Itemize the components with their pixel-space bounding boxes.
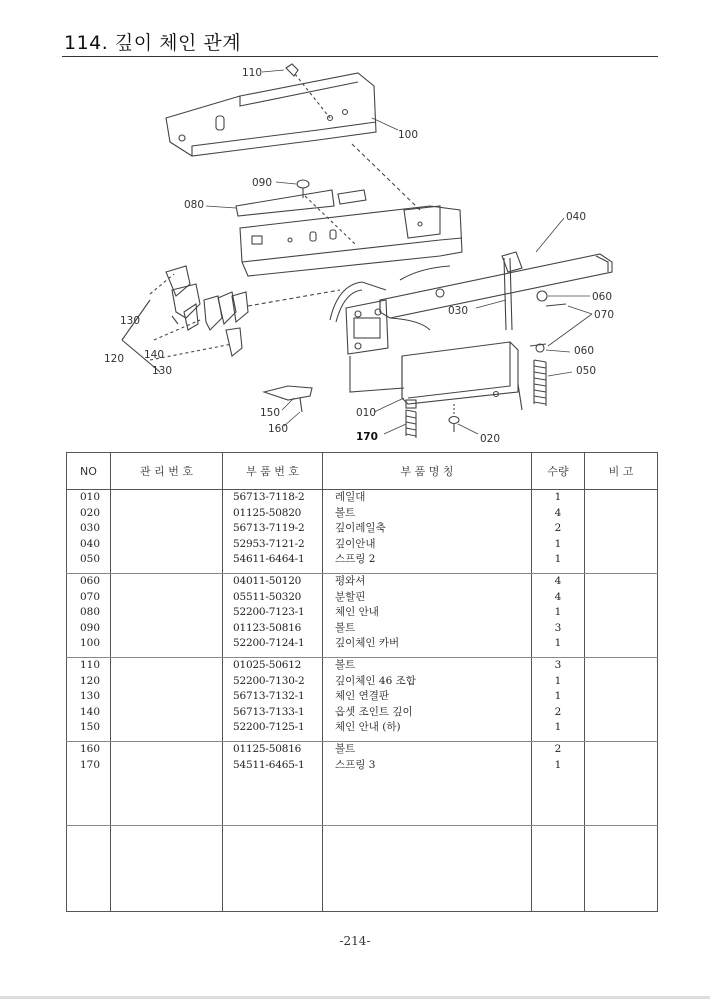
cell-part-no: 54611-6464-1	[233, 553, 305, 565]
table-row	[67, 742, 658, 826]
page-number: -214-	[339, 934, 371, 948]
cell-part-name: 볼트	[335, 659, 356, 671]
cell-qty: 1	[554, 690, 562, 702]
cell-qty: 2	[554, 743, 562, 755]
cell-no: 030	[80, 522, 101, 534]
cell-part-name: 깊이체인 카버	[335, 637, 400, 649]
rail-base-part	[240, 206, 462, 276]
callout-label: 170	[356, 431, 378, 443]
cell-qty: 4	[554, 590, 562, 603]
cell-qty: 1	[554, 637, 562, 649]
callout-label: 070	[594, 309, 615, 321]
title-divider	[62, 56, 658, 57]
cell-no: 060	[80, 575, 101, 587]
cell-remark	[585, 490, 658, 574]
cell-no: 100	[80, 637, 101, 649]
cell-part-no: 52200-7123-1	[233, 606, 305, 618]
cell-no: 020	[80, 506, 101, 519]
bracket-part	[346, 300, 388, 354]
page-title: 114. 깊이 체인 관계	[64, 32, 242, 54]
cell-part-no: 01125-50816	[233, 743, 302, 755]
bolt-090-part	[297, 180, 355, 244]
cell-part-no: 01125-50820	[233, 506, 302, 519]
cell-part-no: 56713-7118-2	[233, 491, 305, 503]
cell-part-name: 깊이체인 46 조합	[335, 674, 416, 687]
callout-label: 060	[574, 345, 595, 357]
callout-label: 130	[120, 315, 141, 327]
col-header-mgmt-no: 관 리 번 호	[111, 453, 223, 490]
callout-label: 080	[184, 199, 205, 211]
cell-part-name: 스프링 2	[335, 553, 376, 565]
cell-qty: 1	[554, 491, 562, 503]
cell-no: 040	[80, 537, 101, 550]
depth-guide-part	[330, 254, 615, 330]
cell-part-name: 스프링 3	[335, 758, 376, 771]
cell-qty: 1	[554, 758, 562, 771]
bolt-020-part	[449, 404, 459, 432]
cell-qty: 4	[554, 575, 562, 587]
cell-part-name: 평와셔	[335, 575, 366, 587]
exploded-parts-diagram	[0, 58, 710, 450]
cell-no: 050	[80, 553, 101, 565]
col-header-part-name: 부 품 명 칭	[323, 453, 532, 490]
cell-no: 160	[80, 743, 101, 755]
col-header-remark: 비 고	[585, 453, 658, 490]
bolt-110-part	[286, 64, 330, 118]
cell-part-no: 56713-7132-1	[233, 690, 305, 702]
cell-part-name: 볼트	[335, 621, 356, 634]
cell-part-name: 레일대	[335, 491, 366, 503]
cell-no: 150	[80, 721, 101, 733]
table-row	[67, 658, 658, 742]
col-header-qty: 수량	[532, 453, 585, 490]
chain-cover-part	[166, 73, 376, 156]
cell-part-name: 체인 연결판	[335, 690, 390, 702]
cell-mgmt	[111, 490, 223, 574]
cell-part-name: 체인 안내 (하)	[335, 721, 401, 733]
callout-label: 140	[144, 349, 165, 361]
cell-qty: 3	[554, 659, 562, 671]
callout-label: 090	[252, 177, 273, 189]
washer-pin-part	[530, 291, 566, 352]
cell-part-no: 52200-7124-1	[233, 637, 305, 649]
cell-remark	[585, 742, 658, 826]
cell-qty: 1	[554, 553, 562, 565]
cell-no: 170	[80, 758, 101, 771]
cell-part-no: 52200-7125-1	[233, 721, 305, 733]
cell-qty: 1	[554, 674, 562, 687]
chain-guide-part	[236, 190, 366, 216]
cell-part-no: 54511-6465-1	[233, 758, 305, 771]
spring-170-part	[406, 400, 416, 438]
cell-mgmt	[111, 742, 223, 826]
cell-part-no: 05511-50320	[233, 590, 302, 603]
cell-part-name: 볼트	[335, 506, 356, 519]
cell-no: 070	[80, 590, 101, 603]
cell-no: 130	[80, 690, 101, 702]
callout-label: 040	[566, 211, 587, 223]
callout-label: 030	[448, 305, 469, 317]
callout-label: 160	[268, 423, 289, 435]
cell-qty: 2	[554, 705, 562, 718]
cell-part-name: 분할핀	[335, 590, 366, 603]
cell-part-no: 52200-7130-2	[233, 674, 305, 687]
cell-qty: 1	[554, 721, 562, 733]
cell-part-no: 01123-50816	[233, 621, 302, 634]
col-header-no: NO	[67, 453, 111, 490]
cell-qty: 2	[554, 522, 562, 534]
cell-no: 010	[80, 491, 101, 503]
cell-qty: 1	[554, 537, 562, 550]
cell-qty: 4	[554, 506, 562, 519]
callout-label: 130	[152, 365, 173, 377]
cell-qty: 1	[554, 606, 562, 618]
callout-label: 060	[592, 291, 613, 303]
table-header-row	[67, 453, 658, 490]
scan-edge	[0, 996, 710, 999]
cell-part-name: 체인 안내	[335, 606, 379, 618]
cell-no: 120	[80, 674, 101, 687]
rail-block-part	[350, 342, 522, 410]
cell-no: 080	[80, 606, 101, 618]
cell-part-name: 옵셋 조인트 깊이	[335, 705, 413, 718]
cell-part-name: 깊이레일축	[335, 522, 386, 534]
callout-label: 150	[260, 407, 281, 419]
cell-remark	[585, 574, 658, 658]
cell-part-name: 볼트	[335, 743, 356, 755]
cell-remark	[585, 658, 658, 742]
cell-mgmt	[111, 658, 223, 742]
callout-label: 110	[242, 67, 263, 79]
cell-no: 110	[80, 659, 101, 671]
cell-qty: 3	[554, 621, 562, 634]
spring-050-part	[534, 360, 546, 406]
cell-part-no: 01025-50612	[233, 659, 302, 671]
cell-remark	[585, 826, 658, 912]
cell-mgmt	[111, 574, 223, 658]
table-row	[67, 574, 658, 658]
callout-label: 020	[480, 433, 501, 445]
callout-label: 050	[576, 365, 597, 377]
cell-part-name: 깊이안내	[335, 537, 376, 550]
cell-part-no: 52953-7121-2	[233, 537, 305, 550]
callout-label: 100	[398, 129, 419, 141]
callout-label: 010	[356, 407, 377, 419]
parts-table	[66, 452, 658, 912]
table-row	[67, 490, 658, 574]
cell-part-no: 04011-50120	[233, 575, 302, 587]
cell-mgmt	[111, 826, 223, 912]
cell-no: 090	[80, 621, 101, 634]
table-row	[67, 826, 658, 912]
cell-part-no: 56713-7119-2	[233, 522, 305, 534]
col-header-part-no: 부 품 번 호	[223, 453, 323, 490]
callout-label: 120	[104, 353, 125, 365]
cell-part-no: 56713-7133-1	[233, 705, 305, 718]
cell-no: 140	[80, 705, 101, 718]
